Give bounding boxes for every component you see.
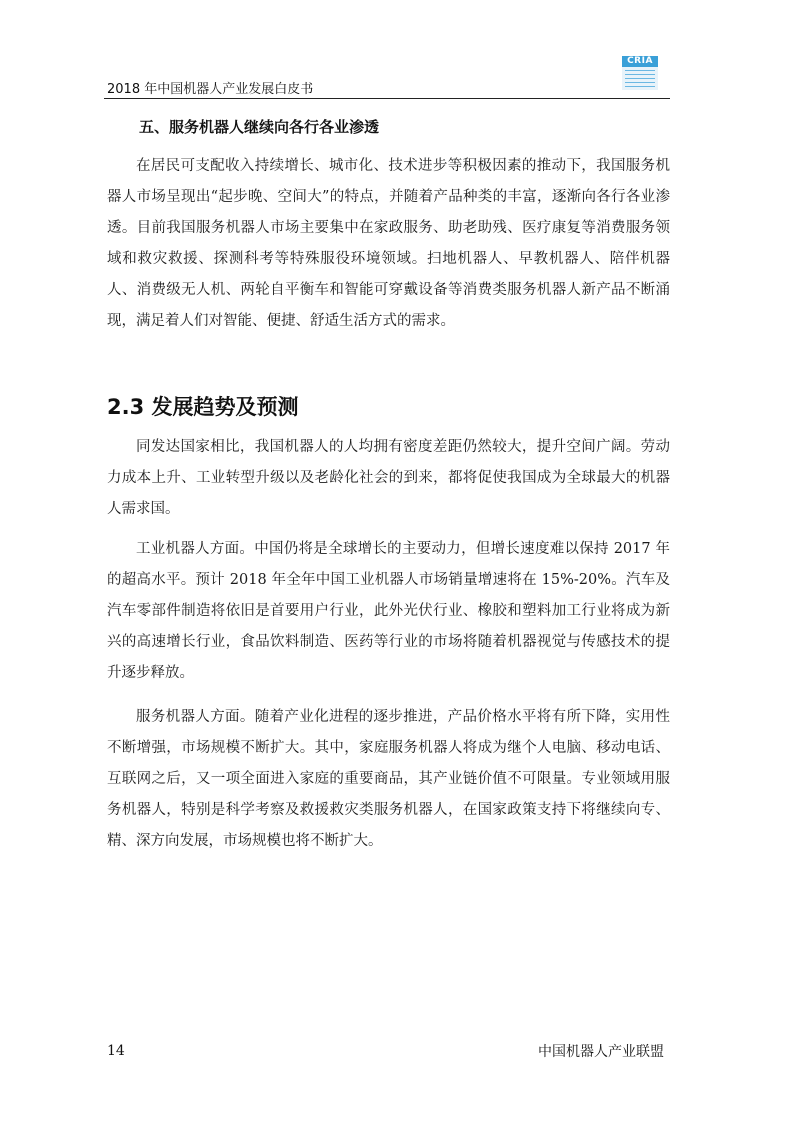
logo-wordmark: CRIA [622,56,658,67]
page-number: 14 [107,1043,125,1059]
paragraph-trend-overview: 同发达国家相比，我国机器人的人均拥有密度差距仍然较大，提升空间广阔。劳动力成本上升、工业转型升级以及老龄化社会的到来，都将促使我国成为全球最大的机器人需求国。 [107,439,670,517]
header-divider [104,98,670,99]
header-title: 2018 年中国机器人产业发展白皮书 [107,82,314,97]
footer-organization: 中国机器人产业联盟 [538,1044,664,1060]
cria-logo [622,56,658,90]
paragraph-service-robots-outlook: 服务机器人方面。随着产业化进程的逐步推进，产品价格水平将有所下降，实用性不断增强，市场规模不断扩大。其中，家庭服务机器人将成为继个人电脑、移动电话、互联网之后，又一项全面进入家庭的重要商品，其产业链价值不可限量。专业领域用服务机器人，特别是科学考察及救援救灾类服务机器人，在国家政策支持下将继续向专、精、深方向发展，市场规模也将不断扩大。 [107,709,670,849]
logo-emblem [622,67,658,90]
paragraph-service-robots: 在居民可支配收入持续增长、城市化、技术进步等积极因素的推动下，我国服务机器人市场呈现出“起步晚、空间大”的特点，并随着产品种类的丰富，逐渐向各行各业渗透。目前我国服务机器人市场主要集中在家政服务、助老助残、医疗康复等消费服务领域和救灾救援、探测科考等特殊服役环境领域。扫地机器人、早教机器人、陪伴机器人、消费级无人机、两轮自平衡车和智能可穿戴设备等消费类服务机器人新产品不断涌现，满足着人们对智能、便捷、舒适生活方式的需求。 [107,158,670,329]
paragraph-industrial-robots: 工业机器人方面。中国仍将是全球增长的主要动力，但增长速度难以保持 2017 年的超高水平。预计 2018 年全年中国工业机器人市场销量增速将在 15%-20%。汽车及汽车零部件制造将依旧是首要用户行业，此外光伏行业、橡胶和塑料加工行业将成为新兴的高速增长行业，食品饮料制造、医药等行业的市场将随着机器视觉与传感技术的提升逐步释放。 [107,541,670,681]
subsection-heading: 五、服务机器人继续向各行各业渗透 [139,118,380,136]
section-heading: 2.3 发展趋势及预测 [107,395,299,419]
